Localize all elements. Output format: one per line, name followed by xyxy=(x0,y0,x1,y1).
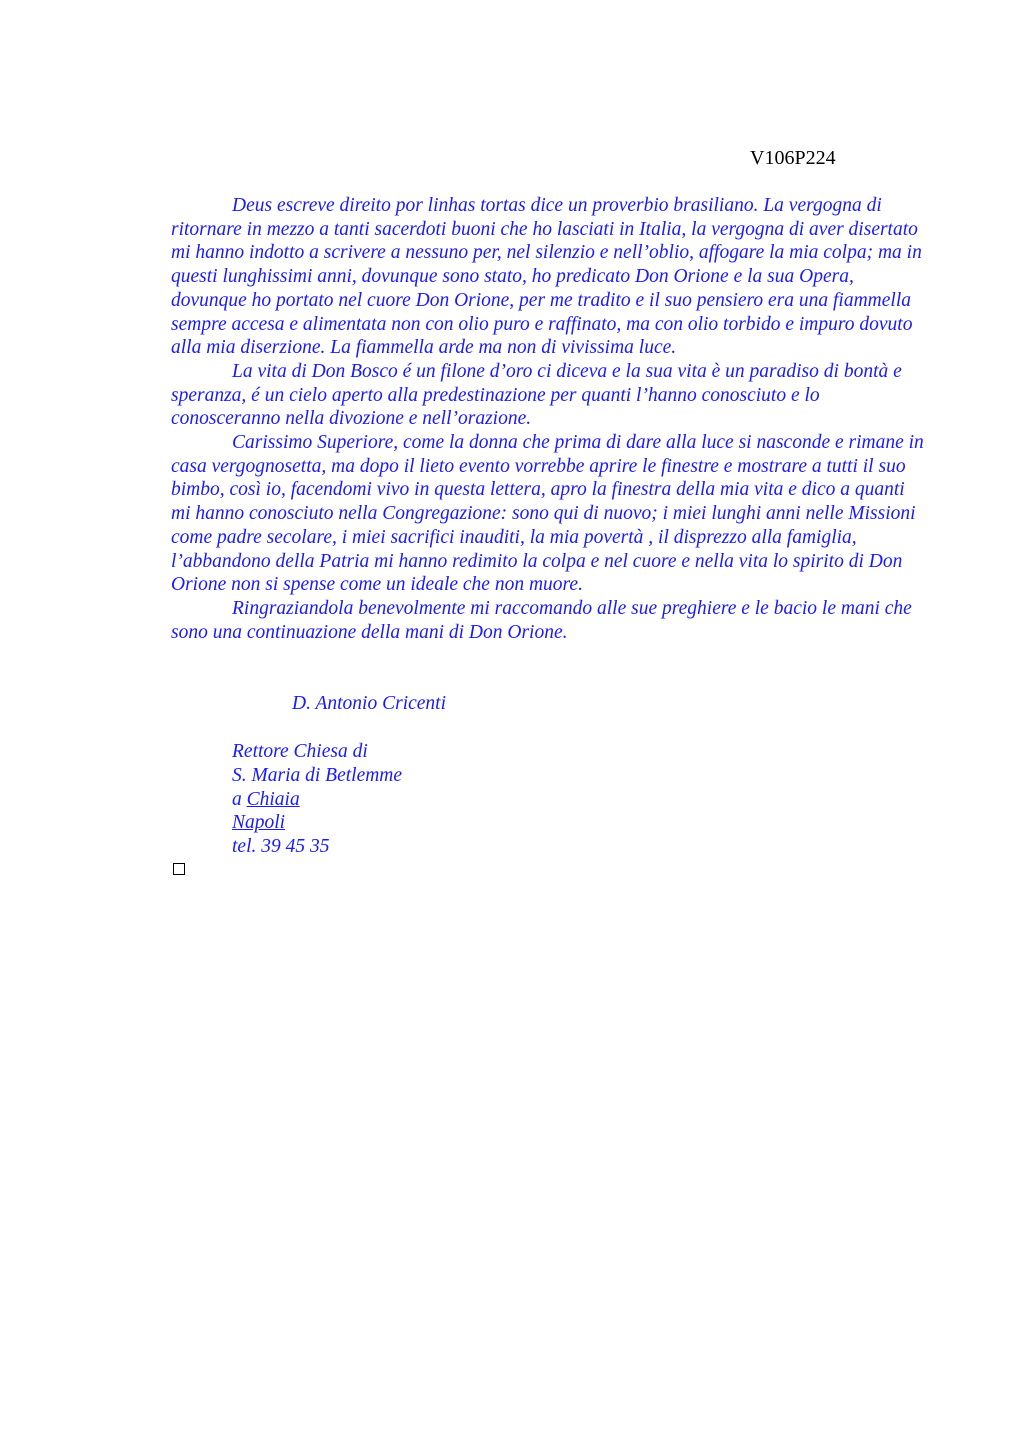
paragraph-4: Ringraziandola benevolmente mi raccomando alle sue preghiere e le bacio le mani che sono una continuazione della mani di Don Orione. xyxy=(171,597,912,643)
paragraph-2: La vita di Don Bosco é un filone d’oro ci diceva e la sua vita è un paradiso di bontà e speranza, é un cielo aperto alla predestinazione per quanti l’hanno conosciuto e lo conosceranno nella divozione e nell’orazione. xyxy=(171,360,902,430)
address-line-3-prefix: a xyxy=(232,788,247,810)
signature: D. Antonio Cricenti xyxy=(292,693,447,714)
document-reference-code: V106P224 xyxy=(750,147,836,169)
letter-body xyxy=(171,194,927,644)
address-line-3 xyxy=(232,788,402,812)
address-line-2: S. Maria di Betlemme xyxy=(232,764,403,786)
address-line-5: tel. 39 45 35 xyxy=(232,836,330,858)
address-line-4: Napoli xyxy=(232,812,286,834)
paragraph-1: Deus escreve direito por linhas tortas dice un proverbio brasiliano. La vergogna di ritornare in mezzo a tanti sacerdoti buoni che ho lasciati in Italia, la vergogna di aver disertato mi hanno indotto a scrivere a nessuno per, nel silenzio e nell’oblio, affogare la mia colpa; ma in questi lunghissimi anni, dovunque sono stato, ho predicato Don Orione e la sua Opera, dovunque ho portato nel cuore Don Orione, per me tradito e il suo pensiero era una fiammella sempre accesa e alimentata non con olio puro e raffinato, ma con olio torbido e impuro dovuto alla mia diserzione. La fiammella arde ma non di vivissima luce. xyxy=(171,195,922,359)
checkbox-square[interactable] xyxy=(173,863,185,875)
paragraph-3: Carissimo Superiore, come la donna che prima di dare alla luce si nasconde e rimane in casa vergognosetta, ma dopo il lieto evento vorrebbe aprire le finestre e mostrare a tutti il suo bimbo, così io, facendomi vivo in questa lettera, apro la finestra della mia vita e dico a quanti mi hanno conosciuto nella Congregazione: sono qui di nuovo; i miei lunghi anni nelle Missioni come padre secolare, i miei sacrifici inauditi, la mia povertà , il disprezzo alla famiglia, l’abbandono della Patria mi hanno redimito la colpa e nel cuore e nella vita lo spirito di Don Orione non si spense come un ideale che non muore. xyxy=(171,432,924,596)
address-block xyxy=(232,740,402,859)
address-line-1: Rettore Chiesa di xyxy=(232,741,368,762)
address-place-chiaia: Chiaia xyxy=(246,788,300,810)
